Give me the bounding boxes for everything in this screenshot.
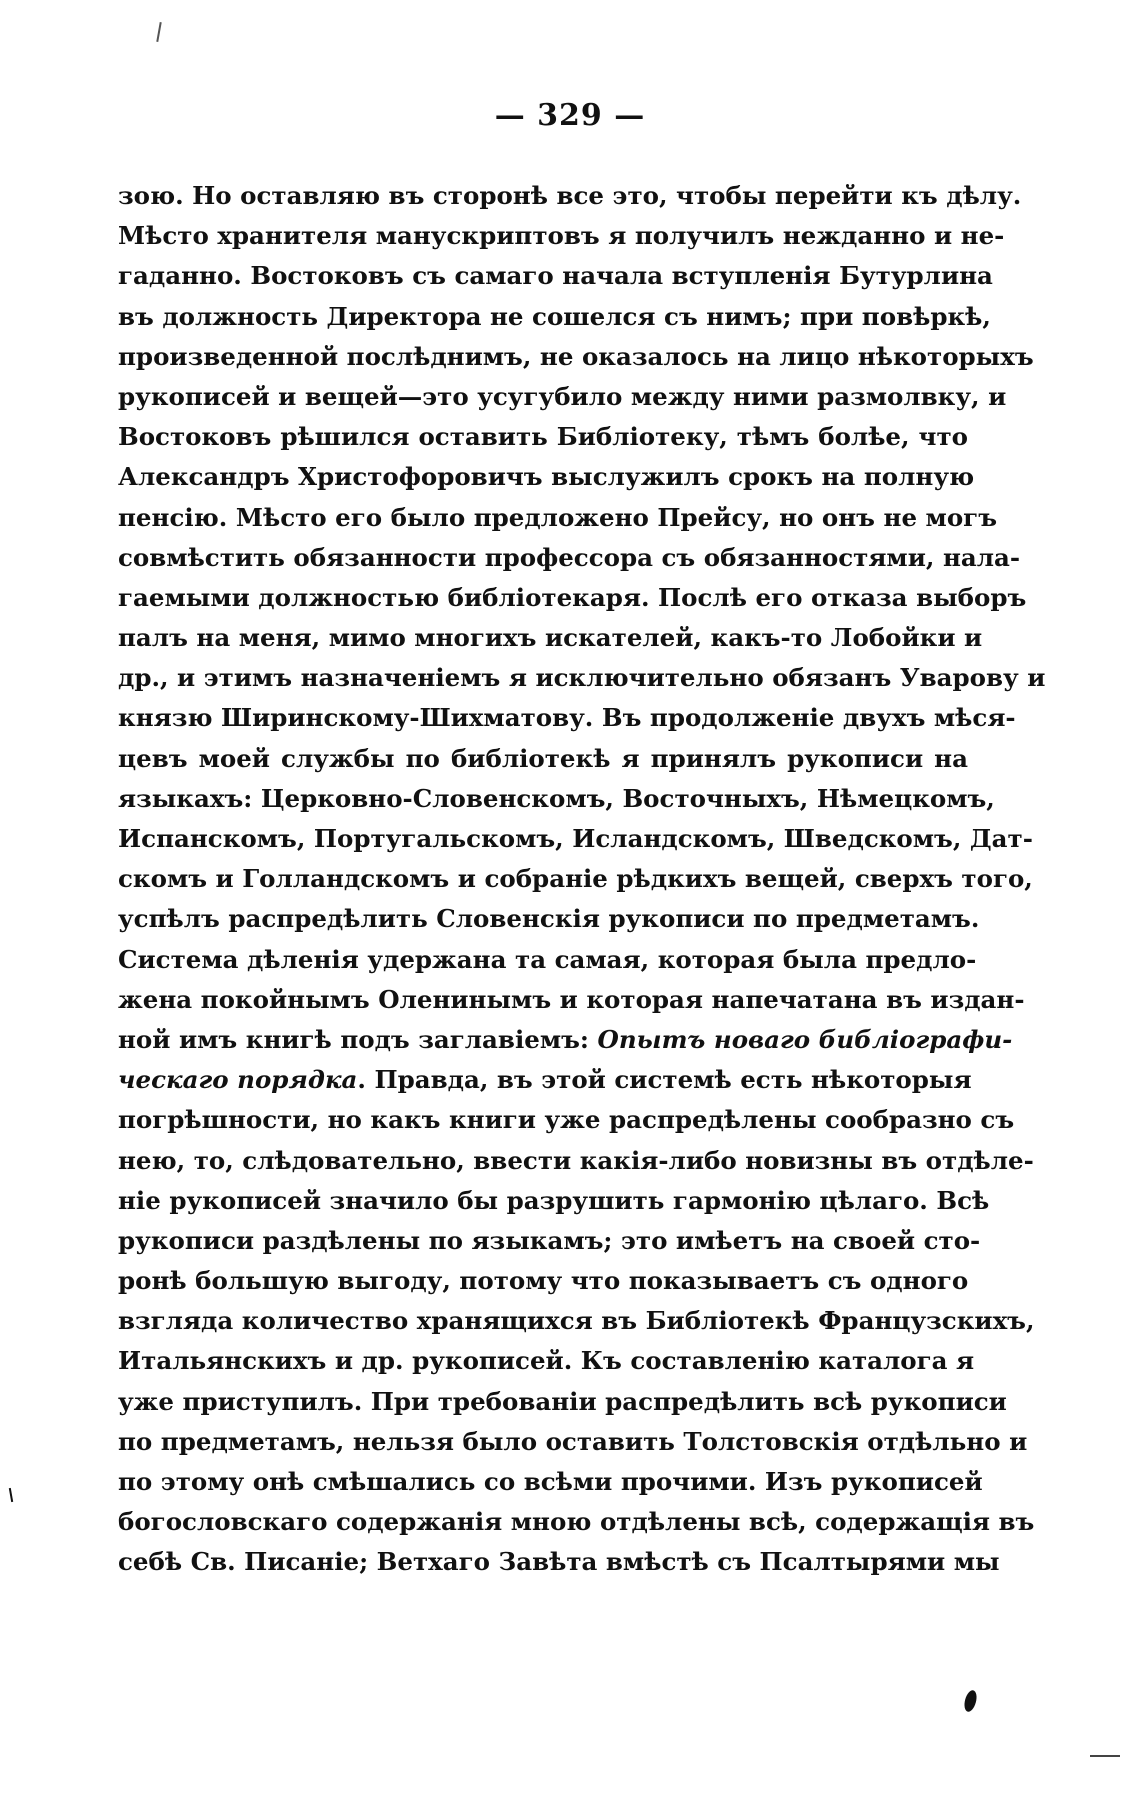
text-line: по предметамъ, нельзя было оставить Толстовскія отдѣльно и bbox=[118, 1426, 1028, 1456]
text-line: Итальянскихъ и др. рукописей. Къ составленію каталога я bbox=[118, 1346, 975, 1376]
text-line: зою. Но оставляю въ сторонѣ все это, чтобы перейти къ дѣлу. bbox=[118, 181, 1022, 210]
line-text: . Правда, въ этой системѣ есть нѣкоторыя bbox=[357, 1065, 972, 1095]
scan-artifact-dash bbox=[1090, 1755, 1120, 1757]
text-line: Александръ Христофоровичъ выслужилъ срокъ на полную bbox=[118, 462, 975, 492]
scan-artifact-margin-mark bbox=[9, 1488, 13, 1502]
text-line: Востоковъ рѣшился оставить Библіотеку, тѣмъ болѣе, что bbox=[118, 422, 968, 452]
text-line: успѣлъ распредѣлить Словенскія рукописи по предметамъ. bbox=[118, 904, 980, 934]
text-line bbox=[118, 1060, 972, 1100]
text-line: пенсію. Мѣсто его было предложено Прейсу, но онъ не могъ bbox=[118, 502, 997, 532]
text-line: ніе рукописей значило бы разрушить гармонію цѣлаго. Всѣ bbox=[118, 1185, 990, 1215]
text-line: совмѣстить обязанности профессора съ обязанностями, нала- bbox=[118, 542, 1021, 572]
text-line: уже приступилъ. При требованіи распредѣлить всѣ рукописи bbox=[118, 1386, 1007, 1416]
text-line bbox=[118, 1020, 1013, 1060]
text-body bbox=[118, 176, 1046, 1583]
scan-artifact-tick bbox=[156, 22, 161, 42]
text-line: князю Ширинскому-Шихматову. Въ продолженіе двухъ мѣся- bbox=[118, 703, 1016, 733]
text-line: богословскаго содержанія мною отдѣлены всѣ, содержащія въ bbox=[118, 1507, 1035, 1537]
text-line: цевъ моей службы по библіотекѣ я принялъ рукописи на bbox=[118, 743, 968, 773]
text-line: погрѣшности, но какъ книги уже распредѣлены сообразно съ bbox=[118, 1105, 1015, 1135]
text-line: жена покойнымъ Оленинымъ и которая напечатана въ издан- bbox=[118, 984, 1025, 1014]
text-line: по этому онѣ смѣшались со всѣми прочими. Изъ рукописей bbox=[118, 1467, 983, 1496]
line-text: ной имъ книгѣ подъ заглавіемъ: bbox=[118, 1024, 598, 1054]
text-line: палъ на меня, мимо многихъ искателей, какъ-то Лобойки и bbox=[118, 623, 983, 653]
book-title-italic: ческаго порядка bbox=[118, 1065, 358, 1095]
text-line: ронѣ большую выгоду, потому что показываетъ съ одного bbox=[118, 1266, 969, 1296]
text-line: рукописи раздѣлены по языкамъ; это имѣетъ на своей сто- bbox=[118, 1225, 981, 1255]
text-line: себѣ Св. Писаніе; Ветхаго Завѣта вмѣстѣ съ Псалтырями мы bbox=[118, 1547, 1000, 1577]
text-line: рукописей и вещей—это усугубило между ними размолвку, и bbox=[118, 381, 1007, 411]
book-title-italic: Опытъ новаго библіографи- bbox=[597, 1024, 1013, 1054]
text-line: въ должность Директора не сошелся съ нимъ; при повѣркѣ, bbox=[118, 301, 991, 331]
page-number: — 329 — bbox=[494, 98, 646, 133]
text-line: Система дѣленія удержана та самая, которая была предло- bbox=[118, 944, 977, 974]
text-line: гаемыми должностью библіотекаря. Послѣ его отказа выборъ bbox=[118, 582, 1027, 612]
text-line: Испанскомъ, Португальскомъ, Исландскомъ, Шведскомъ, Дат- bbox=[118, 824, 1033, 853]
ink-blot bbox=[962, 1689, 978, 1713]
text-line: Мѣсто хранителя манускриптовъ я получилъ нежданно и не- bbox=[118, 221, 1005, 251]
text-line: нею, то, слѣдовательно, ввести какія-либо новизны въ отдѣле- bbox=[118, 1145, 1034, 1175]
text-line: гаданно. Востоковъ съ самаго начала вступленія Бутурлина bbox=[118, 261, 993, 291]
text-line: произведенной послѣднимъ, не оказалось на лицо нѣкоторыхъ bbox=[118, 341, 1034, 371]
text-line: скомъ и Голландскомъ и собраніе рѣдкихъ вещей, сверхъ того, bbox=[118, 864, 1033, 894]
text-line: языкахъ: Церковно-Словенскомъ, Восточныхъ, Нѣмецкомъ, bbox=[118, 783, 995, 813]
text-line: взгляда количество хранящихся въ Библіотекѣ Французскихъ, bbox=[118, 1306, 1035, 1336]
text-line: др., и этимъ назначеніемъ я исключительно обязанъ Уварову и bbox=[118, 663, 1046, 693]
